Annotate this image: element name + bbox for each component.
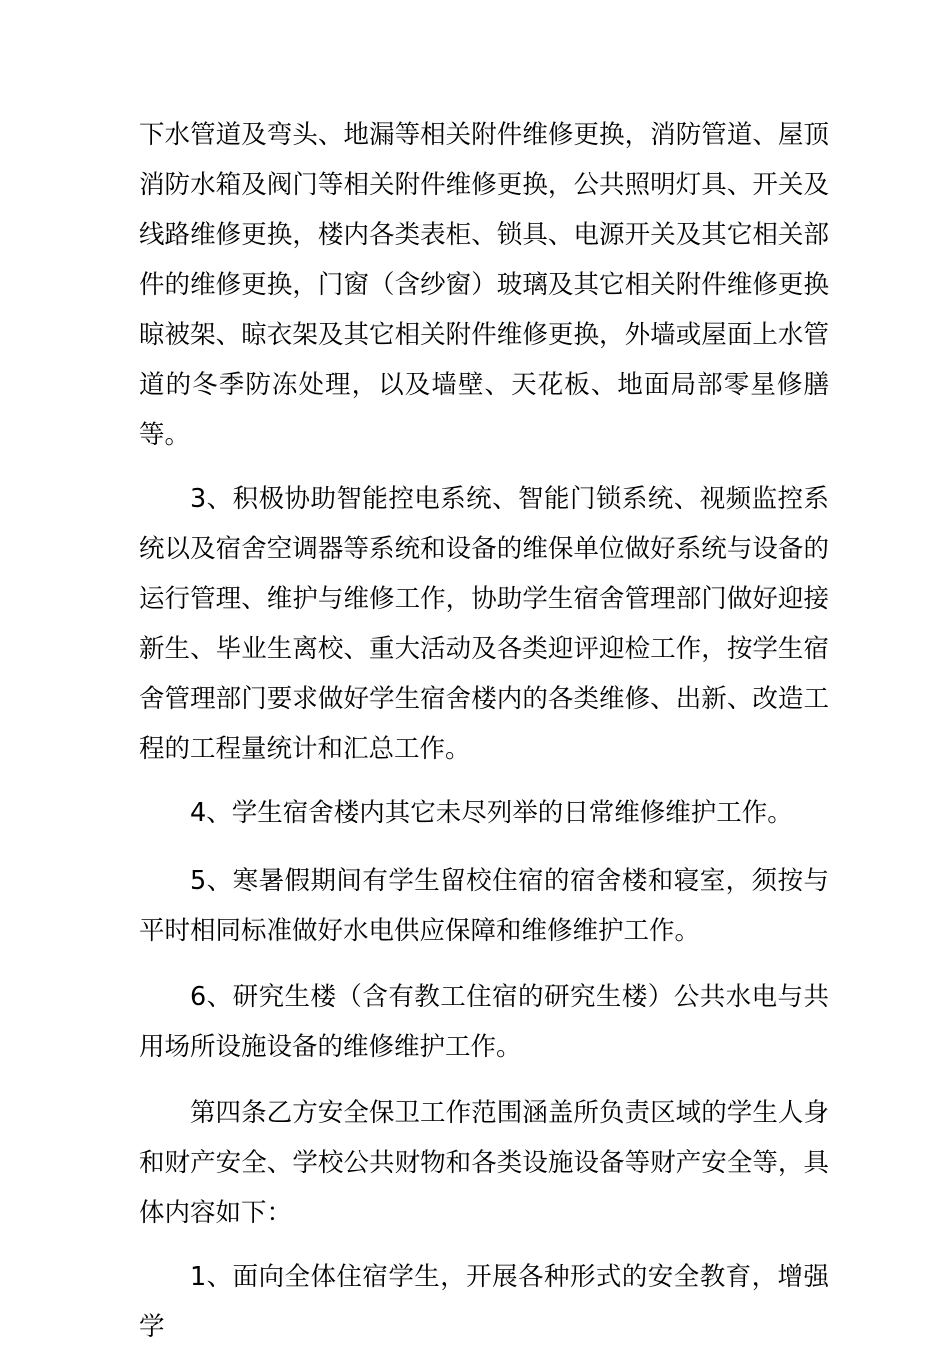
paragraph-item-6: 6、研究生楼（含有教工住宿的研究生楼）公共水电与共用场所设施设备的维修维护工作。 (139, 982, 829, 1062)
paragraph-article-4: 第四条乙方安全保卫工作范围涵盖所负责区域的学生人身和财产安全、学校公共财物和各类设施设备等财产安全等，具体内容如下： (139, 1098, 829, 1228)
document-body (139, 110, 829, 1366)
paragraph-item-4: 4、学生宿舍楼内其它未尽列举的日常维修维护工作。 (190, 798, 793, 828)
paragraph-maintenance-items: 下水管道及弯头、地漏等相关附件维修更换，消防管道、屋顶消防水箱及阀门等相关附件维修更换，公共照明灯具、开关及线路维修更换，楼内各类表柜、锁具、电源开关及其它相关部件的维修更换，门窗（含纱窗）玻璃及其它相关附件维修更换晾被架、晾衣架及其它相关附件维修更换，外墙或屋面上水管道的冬季防冻处理，以及墙壁、天花板、地面局部零星修膳等。 (139, 120, 829, 450)
paragraph-article-4-item-1: 1、面向全体住宿学生，开展各种形式的安全教育，增强学 (139, 1262, 829, 1342)
paragraph-item-5: 5、寒暑假期间有学生留校住宿的宿舍楼和寝室，须按与平时相同标准做好水电供应保障和维修维护工作。 (139, 866, 829, 946)
paragraph-item-3: 3、积极协助智能控电系统、智能门锁系统、视频监控系统以及宿舍空调器等系统和设备的维保单位做好系统与设备的运行管理、维护与维修工作，协助学生宿舍管理部门做好迎接新生、毕业生离校、重大活动及各类迎评迎检工作，按学生宿舍管理部门要求做好学生宿舍楼内的各类维修、出新、改造工程的工程量统计和汇总工作。 (139, 484, 829, 764)
